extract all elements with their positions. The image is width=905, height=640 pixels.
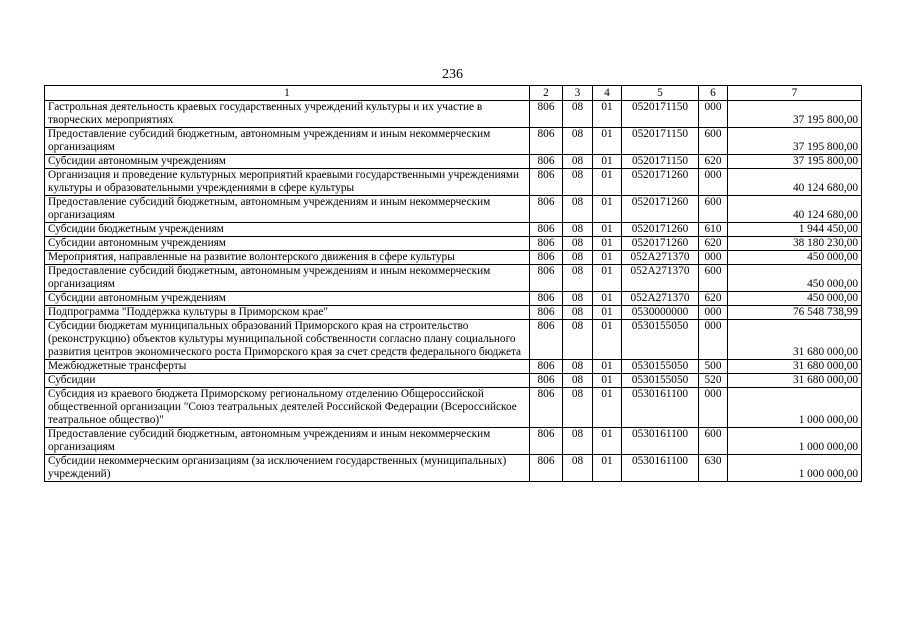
table-row	[45, 428, 862, 455]
section-code-cell: 08	[563, 428, 593, 455]
target-article-cell: 0530161100	[622, 428, 699, 455]
expense-type-cell: 000	[699, 169, 728, 196]
amount-cell: 31 680 000,00	[728, 320, 862, 360]
table-row	[45, 155, 862, 169]
row-name-cell: Субсидии бюджетам муниципальных образований Приморского края на строительство (реконструкцию) объектов культуры муниципальной собственности согласно плану социального развития центров экономического роста Приморского края за счет средств федерального бюджета	[45, 320, 530, 360]
column-header: 6	[699, 86, 728, 101]
row-name-cell: Предоставление субсидий бюджетным, автономным учреждениям и иным некоммерческим организациям	[45, 428, 530, 455]
row-name-cell: Организация и проведение культурных мероприятий краевыми государственными учреждениями культуры и образовательными учреждениями в сфере культуры	[45, 169, 530, 196]
expense-type-cell: 000	[699, 101, 728, 128]
amount-cell: 1 000 000,00	[728, 388, 862, 428]
row-name-cell: Субсидии автономным учреждениям	[45, 292, 530, 306]
subsection-code-cell: 01	[593, 455, 622, 482]
section-code-cell: 08	[563, 388, 593, 428]
subsection-code-cell: 01	[593, 292, 622, 306]
table-row	[45, 237, 862, 251]
amount-cell: 38 180 230,00	[728, 237, 862, 251]
table-row	[45, 128, 862, 155]
section-code-cell: 08	[563, 292, 593, 306]
grbs-code-cell: 806	[530, 320, 563, 360]
table-row	[45, 251, 862, 265]
section-code-cell: 08	[563, 196, 593, 223]
section-code-cell: 08	[563, 455, 593, 482]
table-row	[45, 306, 862, 320]
expense-type-cell: 000	[699, 306, 728, 320]
row-name-cell: Субсидии автономным учреждениям	[45, 155, 530, 169]
grbs-code-cell: 806	[530, 455, 563, 482]
column-header: 3	[563, 86, 593, 101]
grbs-code-cell: 806	[530, 223, 563, 237]
section-code-cell: 08	[563, 155, 593, 169]
subsection-code-cell: 01	[593, 155, 622, 169]
grbs-code-cell: 806	[530, 265, 563, 292]
page-number: 236	[442, 67, 463, 82]
target-article-cell: 0520171260	[622, 223, 699, 237]
amount-cell: 76 548 738,99	[728, 306, 862, 320]
row-name-cell: Субсидии бюджетным учреждениям	[45, 223, 530, 237]
grbs-code-cell: 806	[530, 196, 563, 223]
expense-type-cell: 620	[699, 292, 728, 306]
table-header-row	[45, 86, 862, 101]
table-row	[45, 223, 862, 237]
subsection-code-cell: 01	[593, 101, 622, 128]
grbs-code-cell: 806	[530, 360, 563, 374]
table-row	[45, 360, 862, 374]
section-code-cell: 08	[563, 169, 593, 196]
target-article-cell: 0520171260	[622, 196, 699, 223]
expense-type-cell: 620	[699, 155, 728, 169]
subsection-code-cell: 01	[593, 265, 622, 292]
column-header: 7	[728, 86, 862, 101]
section-code-cell: 08	[563, 360, 593, 374]
subsection-code-cell: 01	[593, 360, 622, 374]
grbs-code-cell: 806	[530, 155, 563, 169]
grbs-code-cell: 806	[530, 128, 563, 155]
amount-cell: 450 000,00	[728, 265, 862, 292]
amount-cell: 37 195 800,00	[728, 128, 862, 155]
expense-type-cell: 600	[699, 128, 728, 155]
subsection-code-cell: 01	[593, 388, 622, 428]
expense-type-cell: 610	[699, 223, 728, 237]
target-article-cell: 052A271370	[622, 265, 699, 292]
target-article-cell: 0530000000	[622, 306, 699, 320]
expense-type-cell: 630	[699, 455, 728, 482]
row-name-cell: Подпрограмма "Поддержка культуры в Приморском крае"	[45, 306, 530, 320]
row-name-cell: Гастрольная деятельность краевых государственных учреждений культуры и их участие в творческих мероприятиях	[45, 101, 530, 128]
row-name-cell: Мероприятия, направленные на развитие волонтерского движения в сфере культуры	[45, 251, 530, 265]
row-name-cell: Субсидии автономным учреждениям	[45, 237, 530, 251]
amount-cell: 1 000 000,00	[728, 428, 862, 455]
row-name-cell: Предоставление субсидий бюджетным, автономным учреждениям и иным некоммерческим организациям	[45, 128, 530, 155]
target-article-cell: 0530155050	[622, 374, 699, 388]
target-article-cell: 052A271370	[622, 251, 699, 265]
section-code-cell: 08	[563, 128, 593, 155]
table-row	[45, 320, 862, 360]
section-code-cell: 08	[563, 306, 593, 320]
row-name-cell: Субсидия из краевого бюджета Приморскому региональному отделению Общероссийской общественной организации "Союз театральных деятелей Российской Федерации (Всероссийское театральное общество)"	[45, 388, 530, 428]
subsection-code-cell: 01	[593, 374, 622, 388]
subsection-code-cell: 01	[593, 428, 622, 455]
expense-type-cell: 520	[699, 374, 728, 388]
target-article-cell: 0530155050	[622, 360, 699, 374]
column-header: 4	[593, 86, 622, 101]
grbs-code-cell: 806	[530, 169, 563, 196]
subsection-code-cell: 01	[593, 128, 622, 155]
table-row	[45, 455, 862, 482]
section-code-cell: 08	[563, 237, 593, 251]
column-header: 1	[45, 86, 530, 101]
table-row	[45, 169, 862, 196]
expense-type-cell: 500	[699, 360, 728, 374]
grbs-code-cell: 806	[530, 306, 563, 320]
table-row	[45, 374, 862, 388]
amount-cell: 40 124 680,00	[728, 196, 862, 223]
amount-cell: 37 195 800,00	[728, 155, 862, 169]
section-code-cell: 08	[563, 101, 593, 128]
target-article-cell: 0520171150	[622, 101, 699, 128]
target-article-cell: 0520171260	[622, 169, 699, 196]
amount-cell: 1 944 450,00	[728, 223, 862, 237]
section-code-cell: 08	[563, 265, 593, 292]
subsection-code-cell: 01	[593, 306, 622, 320]
table-row	[45, 101, 862, 128]
grbs-code-cell: 806	[530, 251, 563, 265]
expense-type-cell: 600	[699, 265, 728, 292]
grbs-code-cell: 806	[530, 428, 563, 455]
budget-table	[44, 85, 862, 482]
section-code-cell: 08	[563, 374, 593, 388]
row-name-cell: Предоставление субсидий бюджетным, автономным учреждениям и иным некоммерческим организациям	[45, 196, 530, 223]
expense-type-cell: 000	[699, 388, 728, 428]
grbs-code-cell: 806	[530, 237, 563, 251]
subsection-code-cell: 01	[593, 320, 622, 360]
section-code-cell: 08	[563, 223, 593, 237]
row-name-cell: Субсидии	[45, 374, 530, 388]
row-name-cell: Межбюджетные трансферты	[45, 360, 530, 374]
target-article-cell: 0520171150	[622, 155, 699, 169]
amount-cell: 450 000,00	[728, 251, 862, 265]
target-article-cell: 0530161100	[622, 388, 699, 428]
row-name-cell: Предоставление субсидий бюджетным, автономным учреждениям и иным некоммерческим организациям	[45, 265, 530, 292]
table-row	[45, 265, 862, 292]
subsection-code-cell: 01	[593, 251, 622, 265]
grbs-code-cell: 806	[530, 374, 563, 388]
expense-type-cell: 000	[699, 251, 728, 265]
table-row	[45, 388, 862, 428]
table-row	[45, 196, 862, 223]
amount-cell: 37 195 800,00	[728, 101, 862, 128]
grbs-code-cell: 806	[530, 101, 563, 128]
grbs-code-cell: 806	[530, 388, 563, 428]
amount-cell: 31 680 000,00	[728, 360, 862, 374]
grbs-code-cell: 806	[530, 292, 563, 306]
amount-cell: 31 680 000,00	[728, 374, 862, 388]
column-header: 2	[530, 86, 563, 101]
expense-type-cell: 000	[699, 320, 728, 360]
amount-cell: 40 124 680,00	[728, 169, 862, 196]
subsection-code-cell: 01	[593, 196, 622, 223]
expense-type-cell: 620	[699, 237, 728, 251]
table-row	[45, 292, 862, 306]
amount-cell: 1 000 000,00	[728, 455, 862, 482]
expense-type-cell: 600	[699, 428, 728, 455]
section-code-cell: 08	[563, 251, 593, 265]
column-header: 5	[622, 86, 699, 101]
section-code-cell: 08	[563, 320, 593, 360]
subsection-code-cell: 01	[593, 237, 622, 251]
expense-type-cell: 600	[699, 196, 728, 223]
amount-cell: 450 000,00	[728, 292, 862, 306]
row-name-cell: Субсидии некоммерческим организациям (за исключением государственных (муниципальных) учреждений)	[45, 455, 530, 482]
target-article-cell: 0530161100	[622, 455, 699, 482]
target-article-cell: 0530155050	[622, 320, 699, 360]
subsection-code-cell: 01	[593, 169, 622, 196]
target-article-cell: 052A271370	[622, 292, 699, 306]
target-article-cell: 0520171150	[622, 128, 699, 155]
target-article-cell: 0520171260	[622, 237, 699, 251]
subsection-code-cell: 01	[593, 223, 622, 237]
